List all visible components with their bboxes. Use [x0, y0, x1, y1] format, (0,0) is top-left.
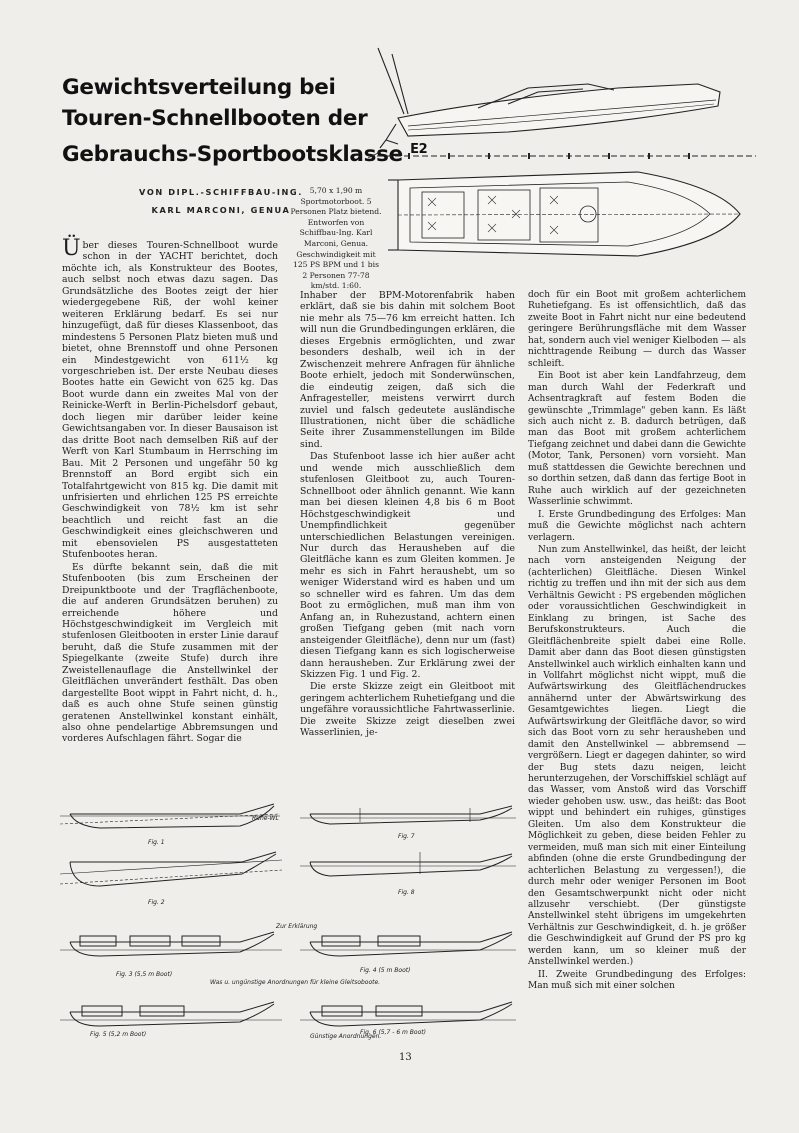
fig7-label: Fig. 7: [398, 833, 415, 840]
title-line-1: Gewichtsverteilung bei: [62, 75, 336, 100]
note-top-label: Zur Erklärung: [276, 923, 318, 930]
col3-paragraph-4: Nun zum Anstellwinkel, das heißt, der leicht nach vorn ansteigenden Neigung der (achterlichen) Gleitfläche. Diesen Winkel richtig zu treffen und ihn mit der sich aus dem Verhältnis Gewicht : PS ergebenden möglichen oder voraussichtlichen Geschwindigkeit in Einklang zu bringen, ist Sache des Berufskonstrukteurs. Auch die Gleitflächenbreite spielt dabei eine Rolle. Damit aber dann das Boot diesen günstigsten Anstellwinkel auch wirklich einhalten kann und in Vollfahrt möglichst nicht wippt, muß die Aufwärtswirkung des Gleitflächendruckes annähernd unter der Abwärtswirkung des Gesamtgewichtes liegen. Liegt die Aufwärtswirkung der Gleitfläche davor, so wird sich das Boot vorn zu sehr herausheben und damit den Anstellwinkel — abbremsend — vergrößern. Liegt er dagegen dahinter, so wird der Bug stets dazu neigen, leicht herunterzugehen, der Vorschiffskiel schlägt auf das Wasser, vom Anstoß wird das Vorschiff wieder gehoben usw. usw., das heißt: das Boot wippt und behindert ein ruhiges, günstiges Gleiten. Um also dem Konstrukteur die Möglichkeit zu geben, diese beiden Fehler zu vermeiden, muß man sich mit einer Einteilung abfinden (ohne die erste Grundbedingung der achterlichen Belastung zu vergessen!), die durch mehr oder weniger Personen im Boot den Gesamtschwerpunkt nicht oder nicht allzusehr verschiebt. (Der günstigste Anstellwinkel steht übrigens im umgekehrten Verhältnis zur Geschwindigkeit, d. h. je größer die Geschwindigkeit auf Grund der PS pro kg werden kann, um so kleiner muß der Anstellwinkel werden.): [528, 544, 746, 968]
fig2-label: Fig. 2: [148, 899, 165, 906]
title-line-3-text: Gebrauchs-Sportbootsklasse: [62, 142, 403, 168]
boat-plan-drawing: [388, 166, 748, 266]
col2-paragraph-3: Die erste Skizze zeigt ein Gleitboot mit geringem achterlichem Ruhetiefgang und die ungefähre voraussichtliche Fahrtwasserlinie. Die zweite Skizze zeigt dieselben zwei Wasserlinien, je-: [300, 681, 515, 739]
byline-line-2: KARL MARCONI, GENUA: [151, 205, 291, 215]
fig1-label: Fig. 1: [148, 839, 165, 846]
title-class-suffix: E2: [410, 142, 428, 157]
note-bottom-label: Was u. ungünstige Anordnungen für kleine Gleitsoboote.: [210, 979, 381, 986]
ruhe-wl-label: Ruhe-WL: [252, 815, 279, 822]
fig5-label: Fig. 5 (5,2 m Boot): [90, 1031, 147, 1038]
fig6-label: Fig. 6 (5,7 - 6 m Boot): [360, 1029, 426, 1036]
boat-profile-drawing: [368, 40, 758, 172]
col3-paragraph-1: doch für ein Boot mit großem achterlichem Ruhetiefgang. Es ist offensichtlich, daß das zweite Boot in Fahrt nicht nur eine bedeutend geringere Berührungsfläche mit dem Wasser hat, sondern auch viel weniger Kielboden — als nichttragende Reibung — durch das Wasser schleift.: [528, 290, 746, 369]
drop-cap: Ü: [62, 236, 81, 261]
title-line-2: Touren-Schnellbooten der: [62, 106, 368, 131]
boat-caption: 5,70 x 1,90 m Sportmotorboot. 5 Personen Platz bietend. Entworfen von Schiffbau-Ing. Karl Marconi, Genua. Geschwindigkeit mit 125 PS BPM und 1 bis 2 Personen 77-78 km/std. 1:60.: [290, 186, 382, 291]
fig4-label: Fig. 4 (5 m Boot): [360, 967, 411, 974]
article-title: [62, 72, 428, 170]
fig8-label: Fig. 8: [398, 889, 415, 896]
col3-paragraph-3: I. Erste Grundbedingung des Erfolges: Man muß die Gewichte möglichst nach achtern verlagern.: [528, 509, 746, 543]
hull-sketches: [60, 800, 522, 1040]
title-line-3: [62, 134, 428, 170]
col1-paragraph-1: [62, 236, 278, 561]
text-column-1: [62, 236, 278, 746]
col3-paragraph-5: II. Zweite Grundbedingung des Erfolges: Man muß sich mit einer solchen: [528, 969, 746, 992]
col3-paragraph-2: Ein Boot ist aber kein Landfahrzeug, dem man durch Wahl der Federkraft und Achsentragkraft auf festem Boden die gewünschte „Trimmlage" geben kann. Es läßt sich auch nicht z. B. dadurch betrügen, daß man das Boot mit großem achterlichem Tiefgang zeichnet und dabei dann die Gewichte (Motor, Tank, Personen) vorn vorsieht. Man muß stattdessen die Gewichte berechnen und so dorthin setzen, daß dann das fertige Boot in Ruhe auch wirklich auf der gezeichneten Wasserlinie schwimmt.: [528, 371, 746, 508]
col1-p1-text: ber dieses Touren-Schnellboot wurde schon in der YACHT berichtet, doch möchte ich, als Konstrukteur des Bootes, auch selbst noch etwas dazu sagen. Das Grundsätzliche des Bootes zeigt der hier wiedergegebene Riß, der wohl keiner weiteren Erklärung bedarf. Es sei nur hinzugefügt, daß für dieses Klassenboot, das mindestens 5 Personen Platz bieten muß und bietet, ohne Brennstoff und ohne Personen ein Mindestgewicht von 611½ kg vorgeschrieben ist. Der erste Neubau dieses Bootes hatte ein Gewicht von 625 kg. Das Boot wurde dann ein zweites Mal von der Reinicke-Werft in Berlin-Pichelsdorf gebaut, doch liegen mir darüber leider keine Gewichtsangaben vor. In dieser Bausaison ist das dritte Boot nach demselben Riß auf der Werft von Karl Stumbaum in Herrsching im Bau. Mit 2 Personen und ungefähr 50 kg Brennstoff an Bord ergibt sich ein Totalfahrtgewicht von 815 kg. Die damit mit unfrisierten und ehrlichen 125 PS erreichte Geschwindigkeit von 78½ km ist sehr beachtlich und reicht fast an die Geschwindigkeit eines gleichschweren und mit ebensovielen PS ausgestatteten Stufenbootes heran.: [62, 240, 278, 561]
col1-paragraph-2: Es dürfte bekannt sein, daß die mit Stufenbooten (bis zum Erscheinen der Dreipunktboote und der Tragflächenboote, die auf anderen Grundsätzen beruhen) zu erreichende höhere und Höchstgeschwindigkeit im Vergleich mit stufenlosen Gleitbooten in erster Linie darauf beruht, daß die Stufe zusammen mit der Spiegelkante (zweite Stufe) durch ihre Zweistellenauflage die Anstellwinkel der Gleitflächen unverändert festhält. Das oben dargestellte Boot wippt in Fahrt nicht, d. h., daß es auch ohne Stufe seinen günstig geratenen Anstellwinkel konstant einhält, also ohne pendelartige Abbremsungen und vorderes Aufschlagen fährt. Sogar die: [62, 561, 278, 745]
page-number: 13: [399, 1052, 412, 1063]
fig6-sub-label: Günstige Anordnungen.: [310, 1033, 382, 1040]
fig3-label: Fig. 3 (5,5 m Boot): [116, 971, 173, 978]
col2-paragraph-2: Das Stufenboot lasse ich hier außer acht und wende mich ausschließlich dem stufenlosen Gleitboot zu, auch Touren-Schnellboot oder ähnlich genannt. Wie kann man bei diesen kleinen 4,8 bis 6 m Boot Höchstgeschwindigkeit und Unempfindlichkeit gegenüber unterschiedlichen Belastungen vereinigen. Nur durch das Herausheben auf die Gleitfläche kann es zum Gleiten kommen. Je mehr es sich in Fahrt heraushebt, um so weniger Widerstand wird es haben und um so schneller wird es fahren. Um das dem Boot zu ermöglichen, muß man ihm von Anfang an, in Ruhezustand, achtern einen großen Tiefgang geben (mit nach vorn ansteigender Gleitfläche), denn nur um (fast) diesen Tiefgang kann es sich logischerweise dann herausheben. Zur Erklärung zwei der Skizzen Fig. 1 und Fig. 2.: [300, 451, 515, 680]
text-column-3: [528, 290, 746, 994]
text-column-2: [300, 290, 515, 740]
col2-paragraph-1: Inhaber der BPM-Motorenfabrik haben erklärt, daß sie bis dahin mit solchem Boot nie mehr als 75—76 km erreicht hatten. Ich will nun die Grundbedingungen erklären, die dieses Ergebnis ermöglichten, und zwar besonders deshalb, weil ich in der Zwischenzeit mehrere Anfragen für ähnliche Boote erhielt, jedoch mit Sonderwünschen, die eindeutig zeigen, daß sich die Anfragesteller, meistens verwirrt durch zuviel und falsch gedeutete ausländische Illustrationen, nicht über die schädliche Seite ihrer Zusammenstellungen im Bilde sind.: [300, 290, 515, 450]
byline-line-1: VON DIPL.-SCHIFFBAU-ING.: [139, 187, 303, 197]
